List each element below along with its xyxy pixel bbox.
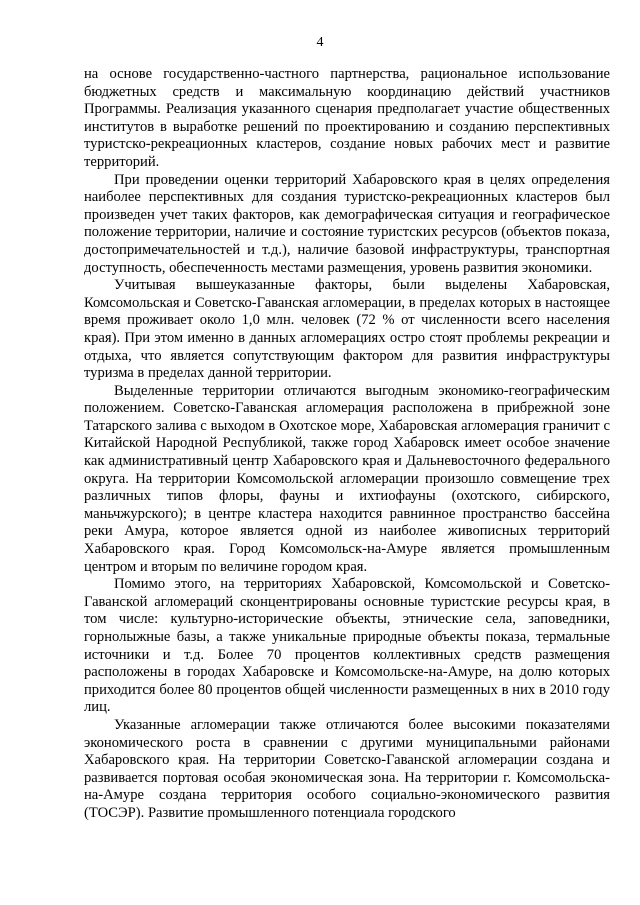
paragraph-3: Учитывая вышеуказанные факторы, были выделены Хабаровская, Комсомольская и Советско-Гаванская агломерации, в пределах которых в настоящее время проживает около 1,0 млн. человек (72 % от численности всего населения края). При этом именно в данных агломерациях остро стоят проблемы рекреации и отдыха, что является сопутствующим фактором для развития инфраструктуры туризма в пределах данной территории. (84, 277, 610, 382)
paragraph-1: на основе государственно-частного партнерства, рациональное использование бюджетных средств и максимальную координацию действий участников Программы. Реализация указанного сценария предполагает участие общественных институтов в выработке решений по проектированию и созданию перспективных туристско-рекреационных кластеров, создание новых рабочих мест и развитие территорий. (84, 66, 610, 170)
paragraph-2: При проведении оценки территорий Хабаровского края в целях определения наиболее перспективных для создания туристско-рекреационных кластеров был произведен учет таких факторов, как демографическая ситуация и географическое положение территории, наличие и состояние туристских ресурсов (объектов показа, достопримечательностей и т.д.), наличие базовой инфраструктуры, транспортная доступность, обеспеченность местами размещения, уровень развития экономики. (84, 171, 610, 276)
paragraph-6: Указанные агломерации также отличаются более высокими показателями экономического роста в сравнении с другими муниципальными районами Хабаровского края. На территории Советско-Гаванской агломерации создана и развивается портовая особая экономическая зона. На территории г. Комсомольска-на-Амуре создана территория особого социально-экономического развития (ТОСЭР). Развитие промышленного потенциала городского (84, 716, 610, 821)
page-number: 4 (316, 35, 324, 50)
paragraph-4: Выделенные территории отличаются выгодным экономико-географическим положением. Советско-Гаванская агломерация расположена в прибрежной зоне Татарского залива с выходом в Охотское море, Хабаровская агломерация граничит с Китайской Народной Республикой, также город Хабаровск имеет особое значение как административный центр Хабаровского края и Дальневосточного федерального округа. На территории Комсомольской агломерации произошло совмещение трех различных типов флоры, фауны и ихтиофауны (охотского, сибирского, маньчжурского); в центре кластера находится равнинное пространство бассейна реки Амура, которое является одной из наиболее живописных территорий Хабаровского края. Город Комсомольск-на-Амуре является промышленным центром и вторым по величине городом края. (84, 382, 610, 575)
document-body (84, 66, 610, 823)
paragraph-5: Помимо этого, на территориях Хабаровской, Комсомольской и Советско-Гаванской агломераций сконцентрированы основные туристские ресурсы края, в том числе: культурно-исторические объекты, этнические села, заповедники, горнолыжные базы, а также уникальные природные объекты показа, термальные источники и т.д. Более 70 процентов коллективных средств размещения расположены в городах Хабаровске и Комсомольске-на-Амуре, на долю которых приходится более 80 процентов общей численности размещенных в них в 2010 году лиц. (84, 576, 610, 716)
